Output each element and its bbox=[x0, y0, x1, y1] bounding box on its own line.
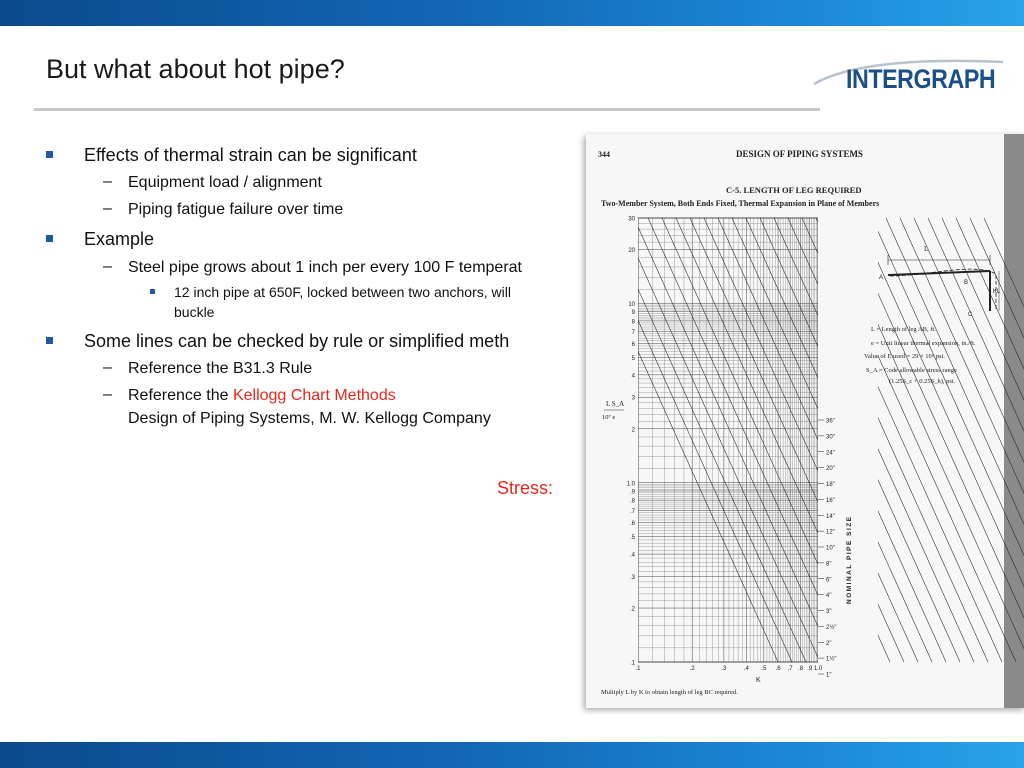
y-tick-label: 3 bbox=[631, 395, 635, 402]
legend-line: S_A = Code allowable stress range bbox=[866, 367, 957, 374]
pipe-size-label: 36" bbox=[826, 418, 835, 425]
x-axis-label: K bbox=[756, 677, 761, 684]
sub-bullet-item: Reference the B31.3 Rule bbox=[128, 360, 313, 377]
sub-sub-bullet-item: 12 inch pipe at 650F, locked between two anchors, will bbox=[174, 284, 511, 300]
pipe-size-label: 2½" bbox=[826, 624, 837, 631]
pipe-size-label: 16" bbox=[826, 497, 835, 504]
diagram-label-kl: KL bbox=[993, 289, 1001, 295]
y-tick-label: .8 bbox=[629, 498, 635, 505]
sub-bullet-item: Steel pipe grows about 1 inch per every 100 F temperat bbox=[128, 259, 522, 276]
scan-page-number: 344 bbox=[598, 150, 610, 159]
pipe-size-label: 1½" bbox=[826, 656, 837, 663]
kellogg-chart-scan bbox=[586, 134, 1024, 708]
pipe-size-label: 30" bbox=[826, 434, 835, 441]
y-tick-label: 30 bbox=[628, 216, 635, 223]
dash-marker: – bbox=[103, 258, 112, 275]
x-tick-label: .3 bbox=[721, 666, 727, 672]
pipe-size-label: 18" bbox=[826, 482, 835, 488]
y-tick-label: 8 bbox=[631, 319, 635, 326]
dash-marker: – bbox=[103, 200, 112, 217]
bullet-marker bbox=[46, 337, 53, 344]
dash-marker: – bbox=[103, 386, 112, 403]
x-tick-label: 1.0 bbox=[813, 666, 823, 672]
dash-marker: – bbox=[103, 173, 112, 190]
bullet-marker bbox=[46, 151, 53, 158]
sub-sub-bullet-item-continuation: buckle bbox=[174, 304, 215, 320]
y-axis-label-denominator: 10⁷ e bbox=[602, 414, 616, 421]
y-tick-label: 20 bbox=[628, 248, 635, 255]
sub-bullet-item bbox=[128, 387, 396, 405]
slide-title: But what about hot pipe? bbox=[46, 54, 345, 84]
y-tick-label: 2 bbox=[631, 427, 635, 434]
diagram-label-l: L bbox=[924, 245, 929, 253]
y-tick-label: 7 bbox=[631, 329, 635, 336]
sub-bullet-item: Equipment load / alignment bbox=[128, 174, 322, 191]
logo-text: INTERGRAPH bbox=[846, 64, 996, 94]
bullet-item: Effects of thermal strain can be significant bbox=[84, 145, 417, 165]
pipe-size-label: 10" bbox=[826, 545, 835, 552]
pipe-size-label: 4" bbox=[826, 593, 832, 600]
scan-footnote: Multiply L by K to obtain length of leg BC required. bbox=[601, 689, 738, 696]
scan-chart-subtitle: Two-Member System, Both Ends Fixed, Thermal Expansion in Plane of Members bbox=[601, 199, 880, 208]
bullet-marker bbox=[46, 235, 53, 242]
legend-line: (1.25S_c + 0.25S_h), psi. bbox=[889, 378, 956, 385]
y-tick-label: 10 bbox=[628, 302, 635, 309]
scan-chart-title: C-5. LENGTH OF LEG REQUIRED bbox=[726, 185, 862, 195]
bottom-banner bbox=[0, 742, 1024, 768]
x-tick-label: .9 bbox=[807, 666, 813, 672]
pipe-size-label: 14" bbox=[826, 513, 835, 520]
pipe-size-label: 6" bbox=[826, 577, 832, 584]
pipe-size-label: 20" bbox=[826, 466, 835, 473]
y-tick-label: .1 bbox=[629, 660, 635, 667]
pipe-size-label: 3" bbox=[826, 609, 832, 615]
x-tick-label: .7 bbox=[787, 666, 793, 672]
dash-marker: – bbox=[103, 359, 112, 376]
y-tick-label: .3 bbox=[629, 574, 635, 581]
x-tick-label: .2 bbox=[689, 666, 695, 672]
pipe-size-label: 1" bbox=[826, 672, 832, 679]
y-tick-label: .7 bbox=[629, 509, 635, 516]
bullet-item: Some lines can be checked by rule or simplified meth bbox=[84, 331, 510, 351]
y-axis-label: L S_A bbox=[606, 400, 625, 408]
sub-bullet-item-continuation: Design of Piping Systems, M. W. Kellogg Company bbox=[128, 410, 491, 427]
x-tick-label: .4 bbox=[743, 666, 749, 672]
diagram-label-a: A bbox=[879, 275, 884, 281]
stress-label: Stress: bbox=[497, 478, 554, 498]
legend-line: L = Length of leg AB, ft. bbox=[871, 326, 936, 333]
y-tick-label: 5 bbox=[631, 355, 635, 362]
x-tick-label: .6 bbox=[775, 666, 781, 672]
x-tick-label: .1 bbox=[635, 666, 641, 672]
diagram-label-c: C bbox=[968, 312, 973, 318]
pipe-axis-label: NOMINAL PIPE SIZE bbox=[846, 515, 853, 604]
x-tick-label: .8 bbox=[798, 666, 804, 672]
kellogg-chart-methods-link[interactable]: Kellogg Chart Methods bbox=[232, 387, 396, 404]
scan-running-head: DESIGN OF PIPING SYSTEMS bbox=[736, 149, 863, 159]
pipe-size-label: 8" bbox=[826, 561, 832, 568]
bullet-item: Example bbox=[84, 229, 155, 249]
y-tick-label: .5 bbox=[629, 535, 635, 542]
pipe-size-label: 12" bbox=[826, 529, 835, 536]
legend-line: e = Unit linear thermal expansion, in./ft. bbox=[871, 340, 976, 347]
y-tick-label: .9 bbox=[629, 489, 635, 496]
y-tick-label: .6 bbox=[629, 521, 635, 528]
y-tick-label: 1.0 bbox=[626, 481, 635, 488]
y-tick-label: .2 bbox=[629, 606, 635, 613]
y-tick-label: 6 bbox=[631, 341, 635, 348]
bullet-marker bbox=[150, 289, 155, 294]
y-tick-label: 4 bbox=[631, 373, 635, 380]
sub-bullet-item: Piping fatigue failure over time bbox=[128, 201, 344, 218]
diagram-label-b: B bbox=[964, 280, 969, 286]
y-tick-label: 9 bbox=[631, 310, 635, 317]
legend-line: Value of E used = 29 × 10⁶ psi. bbox=[864, 353, 945, 360]
x-tick-label: .5 bbox=[761, 666, 767, 672]
pipe-size-label: 2" bbox=[826, 640, 832, 647]
pipe-size-label: 24" bbox=[826, 450, 835, 457]
kellogg-chart-svg bbox=[586, 134, 1024, 708]
y-tick-label: .4 bbox=[629, 552, 635, 559]
reference-prefix: Reference the bbox=[128, 387, 233, 404]
